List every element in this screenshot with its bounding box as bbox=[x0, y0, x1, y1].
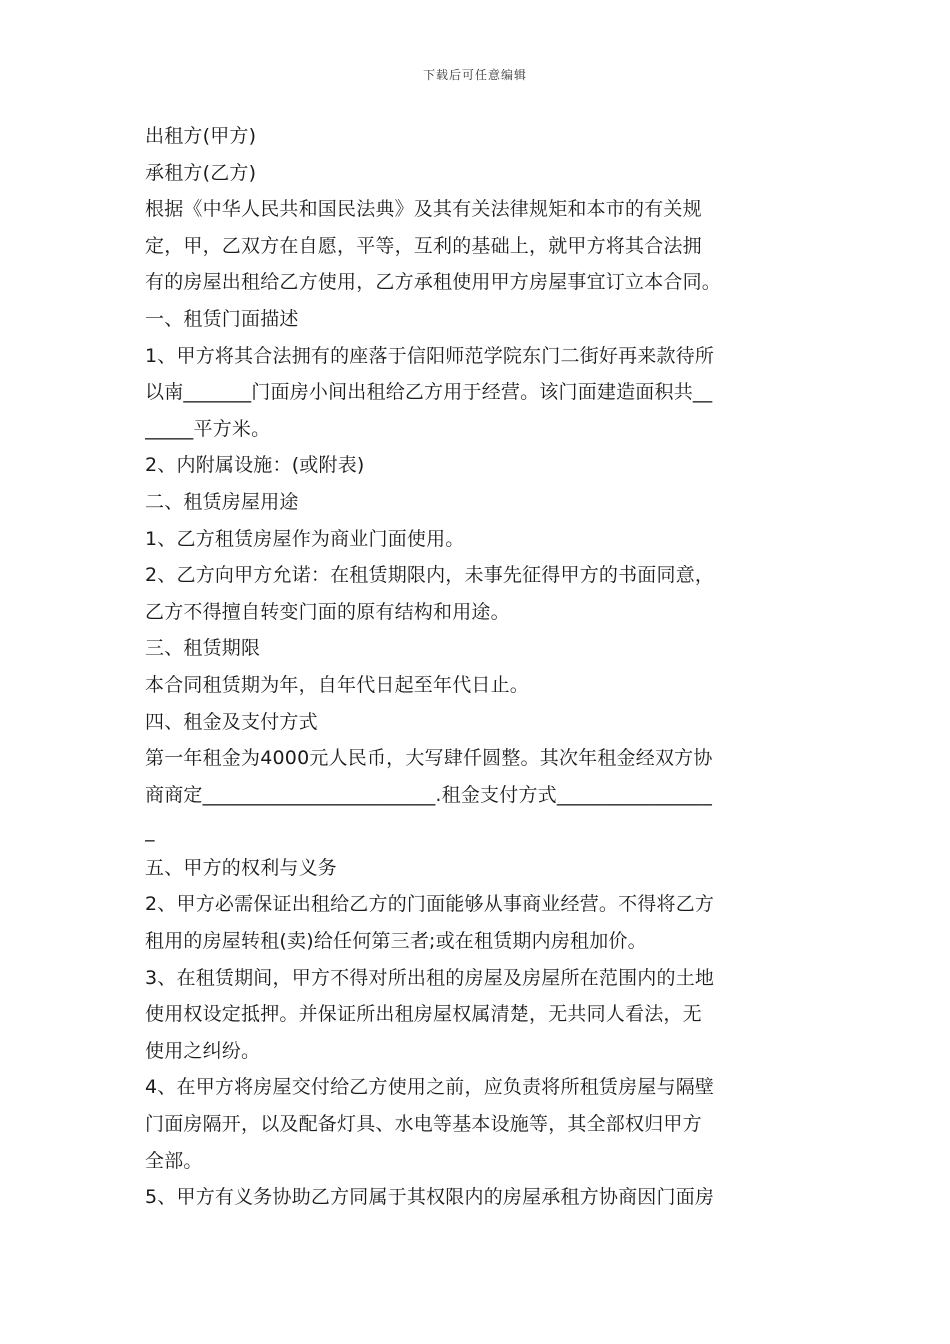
text-line: 本合同租赁期为年，自年代日起至年代日止。 bbox=[145, 673, 530, 696]
text-line: 乙方不得擅自转变门面的原有结构和用途。 bbox=[145, 600, 510, 623]
text-line: 定，甲，乙双方在自愿，平等，互利的基础上，就甲方将其合法拥 bbox=[145, 234, 702, 257]
text-line: 门面房隔开，以及配备灯具、水电等基本设施等，其全部权归甲方 bbox=[145, 1113, 702, 1136]
text-line: 以南_______门面房小间出租给乙方用于经营。该门面建造面积共__ bbox=[145, 381, 713, 404]
section-heading: 三、租赁期限 bbox=[145, 637, 261, 660]
text-line: 使用之纠纷。 bbox=[145, 1039, 261, 1062]
text-line: 第一年租金为4000元人民币，大写肆仟圆整。其次年租金经双方协 bbox=[145, 747, 713, 770]
text-line: 租用的房屋转租(卖)给任何第三者;或在租赁期内房租加价。 bbox=[145, 930, 647, 953]
section-heading: 四、租金及支付方式 bbox=[145, 710, 318, 733]
text-line: 承租方(乙方) bbox=[145, 161, 257, 184]
text-line: 3、在租赁期间，甲方不得对所出租的房屋及房屋所在范围内的土地 bbox=[145, 966, 715, 989]
text-line: 出租方(甲方) bbox=[145, 125, 257, 147]
text-line: _____平方米。 bbox=[145, 417, 271, 440]
text-line: 1、甲方将其合法拥有的座落于信阳师范学院东门二街好再来款待所 bbox=[145, 344, 715, 367]
text-line: 使用权设定抵押。并保证所出租房屋权属清楚，无共同人看法，无 bbox=[145, 1003, 702, 1026]
text-line: 2、甲方必需保证出租给乙方的门面能够从事商业经营。不得将乙方 bbox=[145, 893, 715, 916]
text-line: 1、乙方租赁房屋作为商业门面使用。 bbox=[145, 527, 465, 550]
text-line: 4、在甲方将房屋交付给乙方使用之前，应负责将所租赁房屋与隔壁 bbox=[145, 1076, 715, 1099]
document-body bbox=[145, 118, 815, 1216]
text-line: 根据《中华人民共和国民法典》及其有关法律规矩和本市的有关规 bbox=[145, 198, 702, 221]
text-line: 5、甲方有义务协助乙方同属于其权限内的房屋承租方协商因门面房 bbox=[145, 1186, 715, 1209]
text-line: _ bbox=[145, 820, 155, 843]
text-line: 2、内附属设施：(或附表) bbox=[145, 454, 365, 477]
section-heading: 二、租赁房屋用途 bbox=[145, 490, 299, 513]
text-line: 商商定________________________.租金支付方式________________ bbox=[145, 783, 713, 806]
text-line: 全部。 bbox=[145, 1149, 203, 1172]
section-heading: 五、甲方的权利与义务 bbox=[145, 856, 338, 879]
section-heading: 一、租赁门面描述 bbox=[145, 307, 299, 330]
page-header: 下载后可任意编辑 bbox=[422, 68, 527, 82]
text-line: 有的房屋出租给乙方使用，乙方承租使用甲方房屋事宜订立本合同。 bbox=[145, 271, 722, 294]
text-line: 2、乙方向甲方允诺：在租赁期限内，未事先征得甲方的书面同意， bbox=[145, 564, 715, 587]
